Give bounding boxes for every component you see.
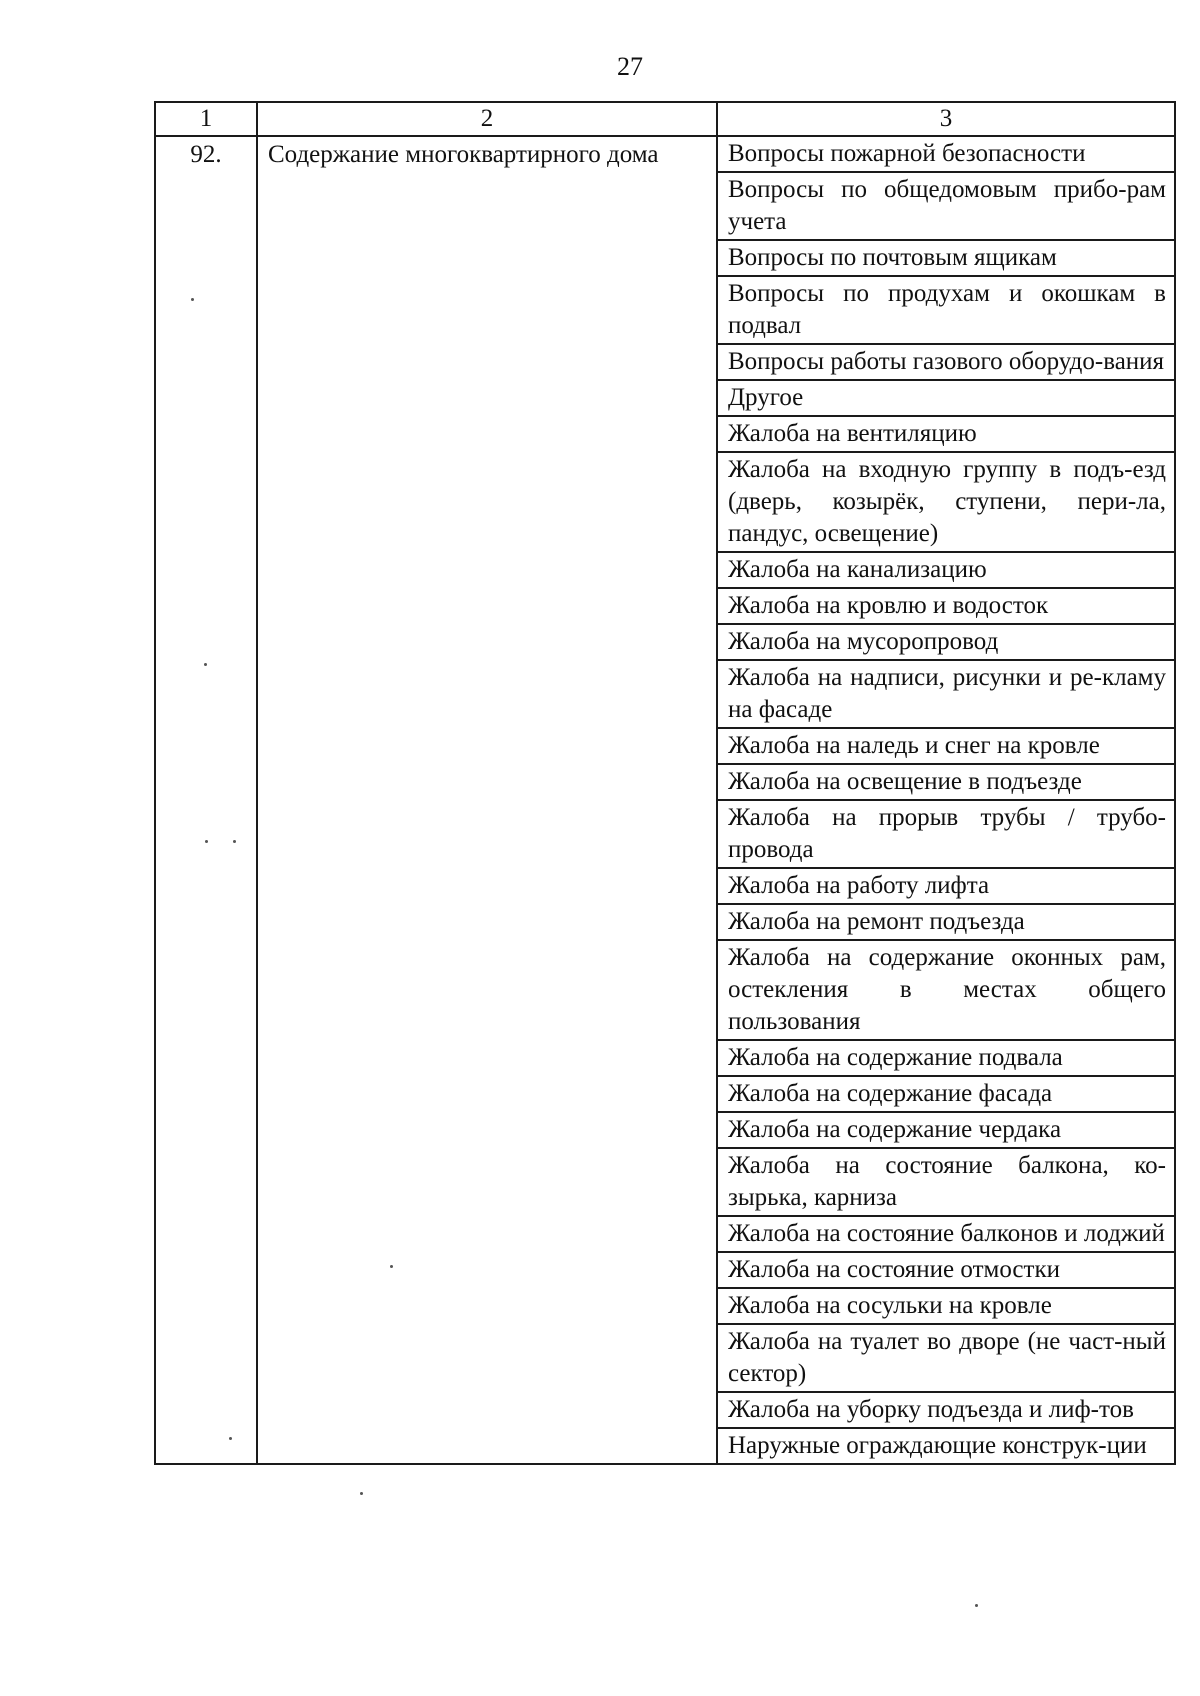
- list-item: Жалоба на мусоропровод: [718, 625, 1174, 661]
- list-item: Жалоба на прорыв трубы / трубо-провода: [718, 801, 1174, 869]
- list-item: Жалоба на входную группу в подъ-езд (дверь, козырёк, ступени, пери-ла, пандус, освещение): [718, 453, 1174, 553]
- scan-speck: [390, 1265, 393, 1268]
- list-item: Жалоба на работу лифта: [718, 869, 1174, 905]
- section-name: Содержание многоквартирного дома: [257, 136, 717, 1464]
- list-item: Вопросы по продухам и окошкам в подвал: [718, 277, 1174, 345]
- list-item: Жалоба на канализацию: [718, 553, 1174, 589]
- scan-speck: [205, 840, 208, 843]
- list-item: Наружные ограждающие конструк-ции: [728, 1432, 1147, 1459]
- scan-speck: [975, 1604, 978, 1607]
- list-item: Жалоба на содержание оконных рам, остекления в местах общего пользования: [718, 941, 1174, 1041]
- scan-speck: [229, 1437, 232, 1440]
- page-number: 27: [617, 52, 643, 81]
- list-item: Жалоба на освещение в подъезде: [718, 765, 1174, 801]
- items-cell: [717, 136, 1175, 1464]
- list-item: Вопросы пожарной безопасности: [718, 137, 1174, 173]
- classification-table: [154, 101, 1176, 1465]
- list-item: Вопросы по почтовым ящикам: [718, 241, 1174, 277]
- list-item: Вопросы работы газового оборудо-вания: [718, 345, 1174, 381]
- list-item: Жалоба на туалет во дворе (не част-ный сектор): [718, 1325, 1174, 1393]
- header-col-1: 1: [155, 102, 257, 136]
- scan-speck: [360, 1492, 363, 1495]
- list-item: Вопросы по общедомовым прибо-рам учета: [718, 173, 1174, 241]
- table-row: [155, 136, 1175, 1464]
- list-item: Жалоба на сосульки на кровле: [718, 1289, 1174, 1325]
- list-item: Жалоба на уборку подъезда и лиф-тов: [718, 1393, 1174, 1429]
- scan-speck: [204, 663, 207, 666]
- scan-speck: [233, 840, 236, 843]
- items-list: [718, 137, 1174, 1463]
- list-item: Жалоба на состояние балконов и лоджий: [718, 1217, 1174, 1253]
- list-item: Жалоба на надписи, рисунки и ре-кламу на фасаде: [718, 661, 1174, 729]
- list-item: Жалоба на содержание подвала: [718, 1041, 1174, 1077]
- list-item: Другое: [718, 381, 1174, 417]
- list-item: Жалоба на кровлю и водосток: [718, 589, 1174, 625]
- scan-speck: [191, 298, 194, 301]
- header-col-2: 2: [257, 102, 717, 136]
- list-item: Жалоба на содержание фасада: [718, 1077, 1174, 1113]
- list-item: Жалоба на ремонт подъезда: [718, 905, 1174, 941]
- list-item: Жалоба на содержание чердака: [718, 1113, 1174, 1149]
- list-item: Жалоба на состояние отмостки: [718, 1253, 1174, 1289]
- list-item: Жалоба на вентиляцию: [718, 417, 1174, 453]
- list-item: Жалоба на состояние балкона, ко-зырька, карниза: [718, 1149, 1174, 1217]
- header-col-3: 3: [717, 102, 1175, 136]
- row-number: 92.: [155, 136, 257, 1464]
- list-item: Жалоба на наледь и снег на кровле: [718, 729, 1174, 765]
- table-header-row: [155, 102, 1175, 136]
